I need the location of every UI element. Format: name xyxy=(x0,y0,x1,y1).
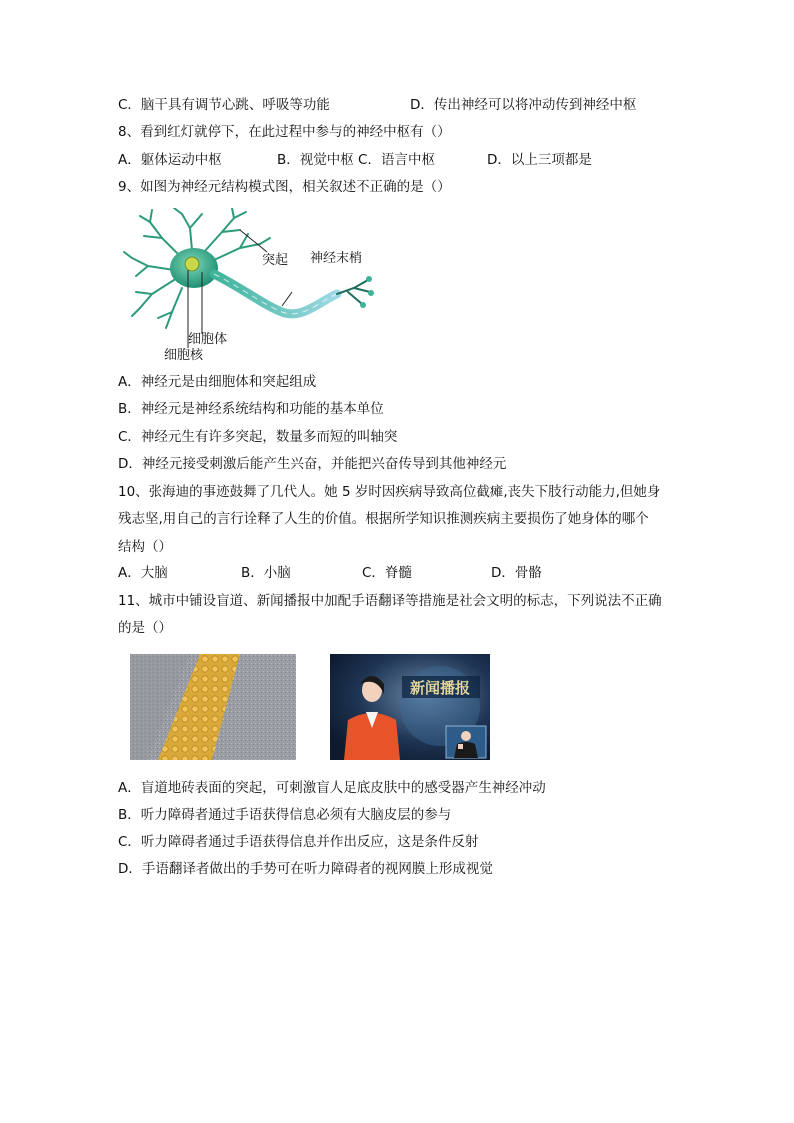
news-sign-language-photo xyxy=(330,654,490,760)
q9-option-c: C．神经元生有许多突起，数量多而短的叫轴突 xyxy=(118,429,398,445)
q10-option-d: D．骨骼 xyxy=(491,565,542,581)
nucleus-shape xyxy=(185,257,199,271)
nerve-terminal-shape xyxy=(337,280,370,304)
q9-option-d: D．神经元接受刺激后能产生兴奋，并能把兴奋传导到其他神经元 xyxy=(118,456,507,472)
q8-stem: 8、看到红灯就停下，在此过程中参与的神经中枢有（） xyxy=(118,124,451,140)
q8-option-b-c: B．视觉中枢 C．语言中枢 xyxy=(277,152,435,168)
q9-option-a: A．神经元是由细胞体和突起组成 xyxy=(118,374,317,390)
q11-option-b: B．听力障碍者通过手语获得信息必须有大脑皮层的参与 xyxy=(118,807,452,823)
q11-option-a: A．盲道地砖表面的突起，可刺激盲人足底皮肤中的感受器产生神经冲动 xyxy=(118,780,546,796)
axon-shape xyxy=(214,274,337,314)
q11-option-d: D．手语翻译者做出的手势可在听力障碍者的视网膜上形成视觉 xyxy=(118,861,493,877)
q8-option-d: D．以上三项都是 xyxy=(487,152,592,168)
q10-stem-line1: 10、张海迪的事迹鼓舞了几代人。她 5 岁时因疾病导致高位截瘫,丧失下肢行动能力,但她身 xyxy=(118,484,661,500)
q10-option-a: A．大脑 xyxy=(118,565,168,581)
q11-stem-line1: 11、城市中铺设盲道、新闻播报中加配手语翻译等措施是社会文明的标志，下列说法不正确 xyxy=(118,593,662,609)
q10-option-c: C．脊髓 xyxy=(362,565,412,581)
q11-stem-line2: 的是（） xyxy=(118,620,172,636)
label-nucleus: 细胞核 xyxy=(164,348,204,363)
q9-option-b: B．神经元是神经系统结构和功能的基本单位 xyxy=(118,401,384,417)
q10-stem-line2: 残志坚,用自己的言行诠释了人生的价值。根据所学知识推测疾病主要损伤了她身体的哪个 xyxy=(118,511,649,527)
news-banner-text: 新闻播报 xyxy=(409,679,471,697)
tactile-paving-photo xyxy=(130,654,296,760)
q9-stem: 9、如图为神经元结构模式图，相关叙述不正确的是（） xyxy=(118,179,451,195)
label-process: 突起 xyxy=(262,253,289,268)
q7-option-d: D．传出神经可以将冲动传到神经中枢 xyxy=(410,97,637,113)
q7-option-c: C．脑干具有调节心跳、呼吸等功能 xyxy=(118,97,330,113)
q8-option-a: A．躯体运动中枢 xyxy=(118,152,222,168)
q11-option-c: C．听力障碍者通过手语获得信息并作出反应，这是条件反射 xyxy=(118,834,479,850)
q10-option-b: B．小脑 xyxy=(241,565,291,581)
neuron-figure xyxy=(122,208,392,368)
q10-stem-line3: 结构（） xyxy=(118,539,172,555)
label-cell-body: 细胞体 xyxy=(188,332,228,347)
label-terminal: 神经末梢 xyxy=(310,251,363,266)
